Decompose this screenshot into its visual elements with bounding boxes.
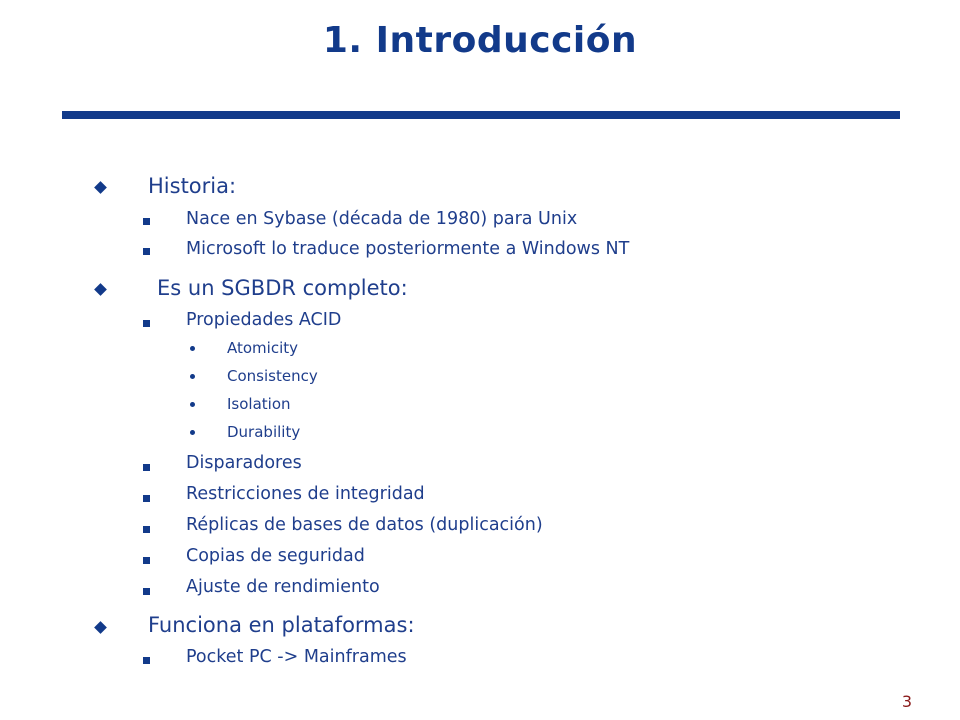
section-heading-historia: Historia: [148,174,237,198]
diamond-bullet-icon [94,621,107,634]
square-bullet-icon [143,320,150,327]
list-item: Copias de seguridad [186,546,365,566]
list-item: Restricciones de integridad [186,484,425,504]
section-heading-sgbdr: Es un SGBDR completo: [157,276,408,300]
list-item: Pocket PC -> Mainframes [186,647,407,667]
square-bullet-icon [143,557,150,564]
list-item: Microsoft lo traduce posteriormente a Windows NT [186,239,630,259]
dot-bullet-icon [190,430,195,435]
list-item: Ajuste de rendimiento [186,577,380,597]
square-bullet-icon [143,248,150,255]
acid-item: Atomicity [227,339,299,357]
list-item: Nace en Sybase (década de 1980) para Unix [186,209,578,229]
acid-item: Consistency [227,367,318,385]
diamond-bullet-icon [94,283,107,296]
square-bullet-icon [143,218,150,225]
title-divider [62,111,900,119]
acid-item: Isolation [227,395,291,413]
diamond-bullet-icon [94,181,107,194]
slide-title: 1. Introducción [322,20,638,61]
list-item: Disparadores [186,453,302,473]
square-bullet-icon [143,464,150,471]
section-heading-plataformas: Funciona en plataformas: [148,613,415,637]
acid-item: Durability [227,423,301,441]
dot-bullet-icon [190,374,195,379]
dot-bullet-icon [190,402,195,407]
square-bullet-icon [143,526,150,533]
square-bullet-icon [143,657,150,664]
dot-bullet-icon [190,346,195,351]
square-bullet-icon [143,588,150,595]
list-item: Réplicas de bases de datos (duplicación) [186,515,543,535]
page-number: 3 [901,692,912,711]
list-item: Propiedades ACID [186,310,342,330]
square-bullet-icon [143,495,150,502]
